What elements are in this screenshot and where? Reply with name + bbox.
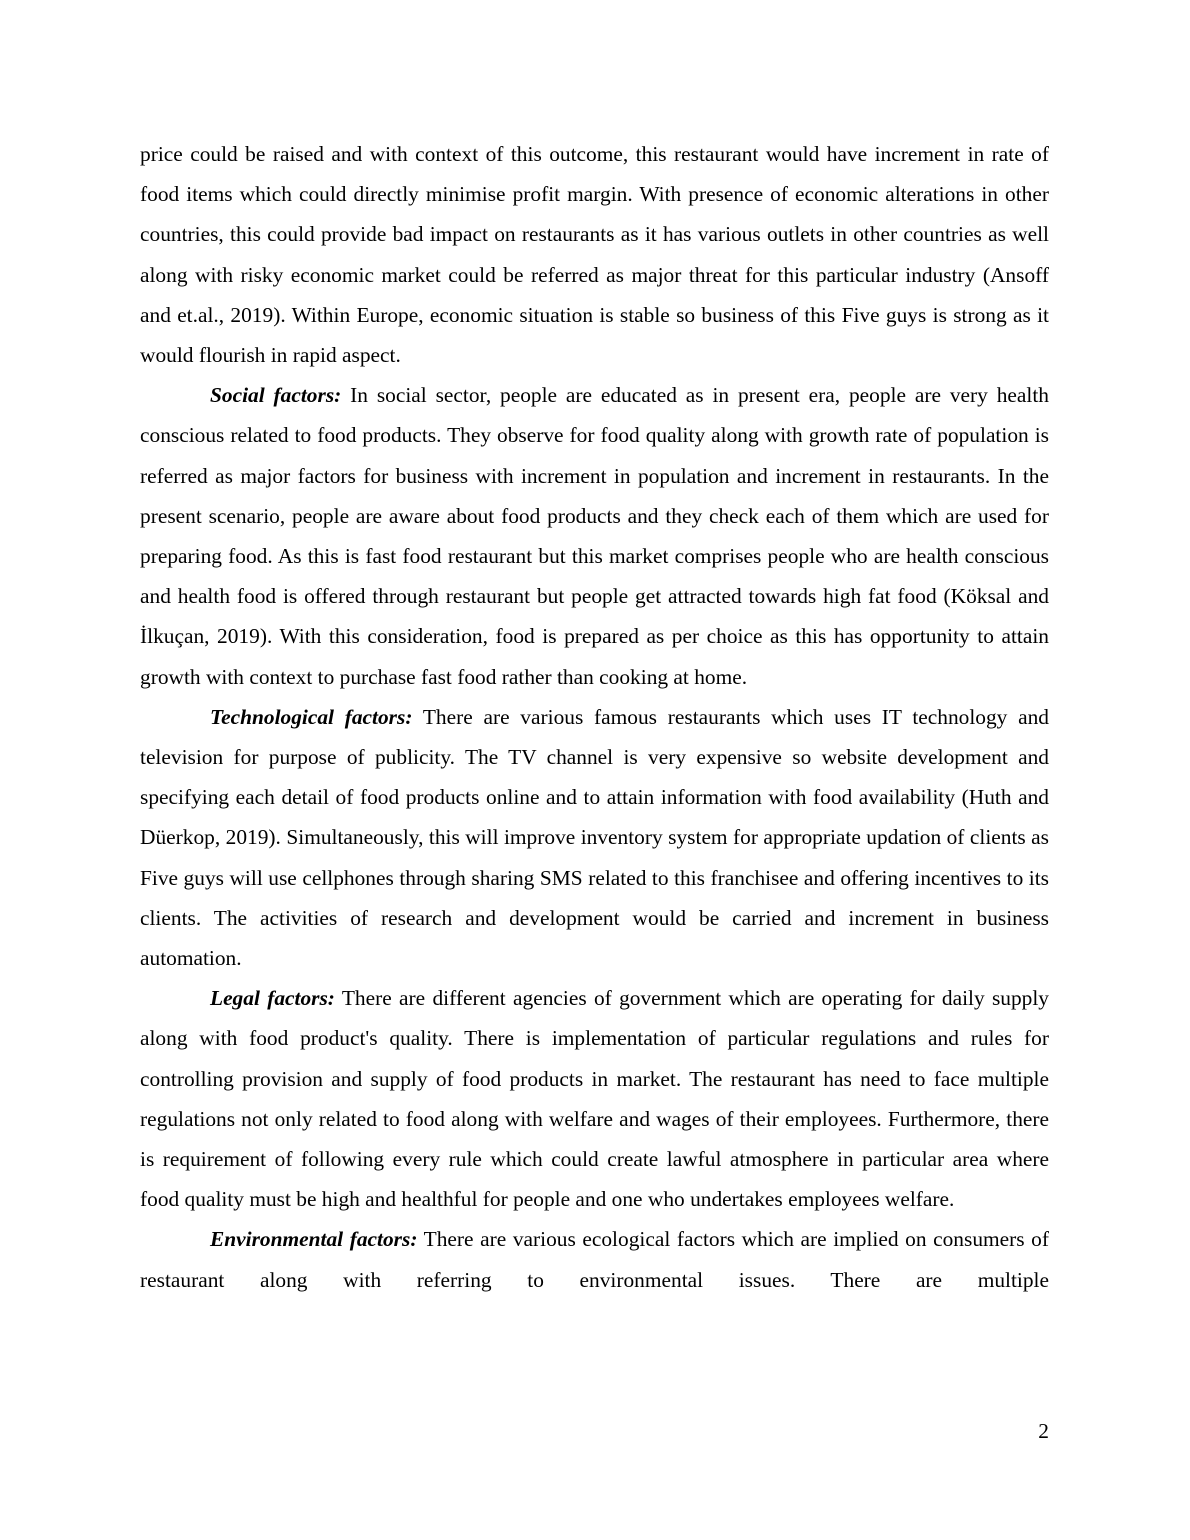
paragraph-text: There are various famous restaurants which uses IT technology and television for purpose of publicity. The TV channel is very expensive so website development and specifying each detail of food products online and to attain information with food availability (Huth and Düerkop, 2019). Simultaneously, this will improve inventory system for appropriate updation of clients as Five guys will use cellphones through sharing SMS related to this franchisee and offering incentives to its clients. The activities of research and development would be carried and increment in business automation. [140,704,1049,971]
paragraph-text: There are different agencies of government which are operating for daily supply along with food product's quality. There is implementation of particular regulations and rules for controlling provision and supply of food products in market. The restaurant has need to face multiple regulations not only related to food along with welfare and wages of their employees. Furthermore, there is requirement of following every rule which could create lawful atmosphere in particular area where food quality must be high and healthful for people and one who undertakes employees welfare. [140,986,1050,1212]
paragraph-text: In social sector, people are educated as in present era, people are very health conscious related to food products. They observe for food quality along with growth rate of population is referred as major factors for business with increment in population and increment in restaurants. In the present scenario, people are aware about food products and they check each of them which are used for preparing food. As this is fast food restaurant but this market comprises people who are health conscious and health food is offered through restaurant but people get attracted towards high fat food (Köksal and İlkuçan, 2019). With this consideration, food is prepared as per choice as this has opportunity to attain growth with context to purchase fast food rather than cooking at home. [140,383,1049,689]
page-number: 2 [1038,1419,1049,1443]
social-factors-heading: Social factors: [210,383,342,408]
paragraph-economic-continuation [140,134,1049,375]
paragraph-text: price could be raised and with context of this outcome, this restaurant would have increment in rate of food items which could directly minimise profit margin. With presence of economic alterations in other countries, this could provide bad impact on restaurants as it has various outlets in other countries as well along with risky economic market could be referred as major threat for this particular industry (Ansoff and et.al., 2019). Within Europe, economic situation is stable so business of this Five guys is strong as it would flourish in rapid aspect. [140,142,1049,368]
technological-factors-heading: Technological factors: [210,704,413,729]
legal-factors-heading: Legal factors: [210,986,335,1011]
paragraph-text: There are various ecological factors which are implied on consumers of restaurant along with referring to environmental issues. There are multiple [140,1227,1050,1292]
document-body [140,134,1049,1300]
paragraph-legal-factors [140,978,1049,1219]
paragraph-environmental-factors [140,1219,1049,1299]
paragraph-technological-factors [140,697,1049,978]
paragraph-social-factors [140,375,1049,697]
environmental-factors-heading: Environmental factors: [210,1227,418,1252]
